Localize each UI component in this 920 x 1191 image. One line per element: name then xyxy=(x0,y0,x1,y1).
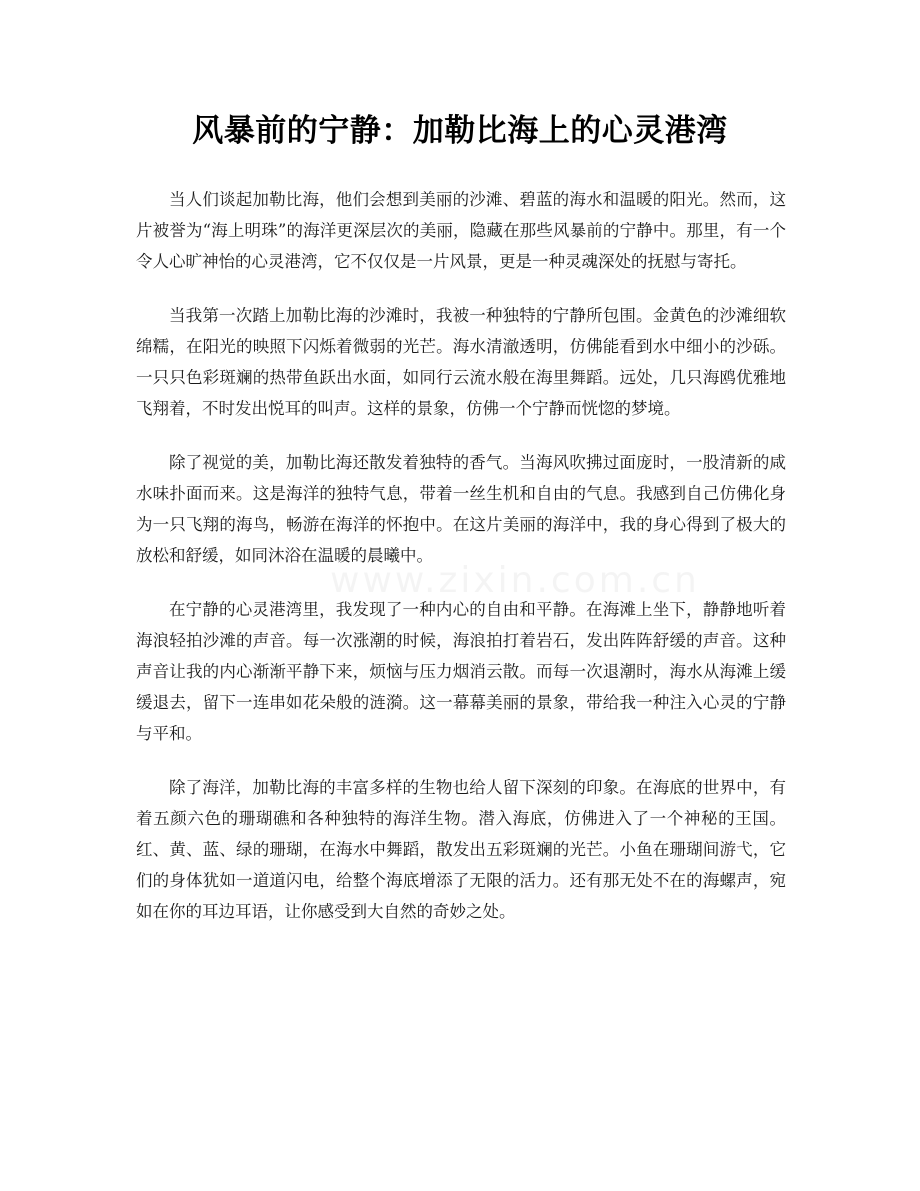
paragraph-3: 除了视觉的美，加勒比海还散发着独特的香气。当海风吹拂过面庞时，一股清新的咸水味扑面而来。这是海洋的独特气息，带着一丝生机和自由的气息。我感到自己仿佛化身为一只飞翔的海鸟，畅游在海洋的怀抱中。在这片美丽的海洋中，我的身心得到了极大的放松和舒缓，如同沐浴在温暖的晨曦中。 xyxy=(136,453,786,565)
paragraph-1: 当人们谈起加勒比海，他们会想到美丽的沙滩、碧蓝的海水和温暖的阳光。然而，这片被誉为“海上明珠”的海洋更深层次的美丽，隐藏在那些风暴前的宁静中。那里，有一个令人心旷神怡的心灵港湾，它不仅仅是一片风景，更是一种灵魂深处的抚慰与寄托。 xyxy=(136,190,786,271)
page-title: 风暴前的宁静：加勒比海上的心灵港湾 xyxy=(192,113,728,149)
paragraph-5: 除了海洋，加勒比海的丰富多样的生物也给人留下深刻的印象。在海底的世界中，有着五颜六色的珊瑚礁和各种独特的海洋生物。潜入海底，仿佛进入了一个神秘的王国。红、黄、蓝、绿的珊瑚，在海水中舞蹈，散发出五彩斑斓的光芒。小鱼在珊瑚间游弋，它们的身体犹如一道道闪电，给整个海底增添了无限的活力。还有那无处不在的海螺声，宛如在你的耳边耳语，让你感受到大自然的奇妙之处。 xyxy=(136,778,786,921)
paragraph-4: 在宁静的心灵港湾里，我发现了一种内心的自由和平静。在海滩上坐下，静静地听着海浪轻拍沙滩的声音。每一次涨潮的时候，海浪拍打着岩石，发出阵阵舒缓的声音。这种声音让我的内心渐渐平静下来，烦恼与压力烟消云散。而每一次退潮时，海水从海滩上缓缓退去，留下一连串如花朵般的涟漪。这一幕幕美丽的景象，带给我一种注入心灵的宁静与平和。 xyxy=(136,600,786,743)
article-body xyxy=(136,184,786,950)
paragraph-2: 当我第一次踏上加勒比海的沙滩时，我被一种独特的宁静所包围。金黄色的沙滩细软绵糯，在阳光的映照下闪烁着微弱的光芒。海水清澈透明，仿佛能看到水中细小的沙砾。一只只色彩斑斓的热带鱼跃出水面，如同行云流水般在海里舞蹈。远处，几只海鸥优雅地飞翔着，不时发出悦耳的叫声。这样的景象，仿佛一个宁静而恍惚的梦境。 xyxy=(136,306,786,418)
